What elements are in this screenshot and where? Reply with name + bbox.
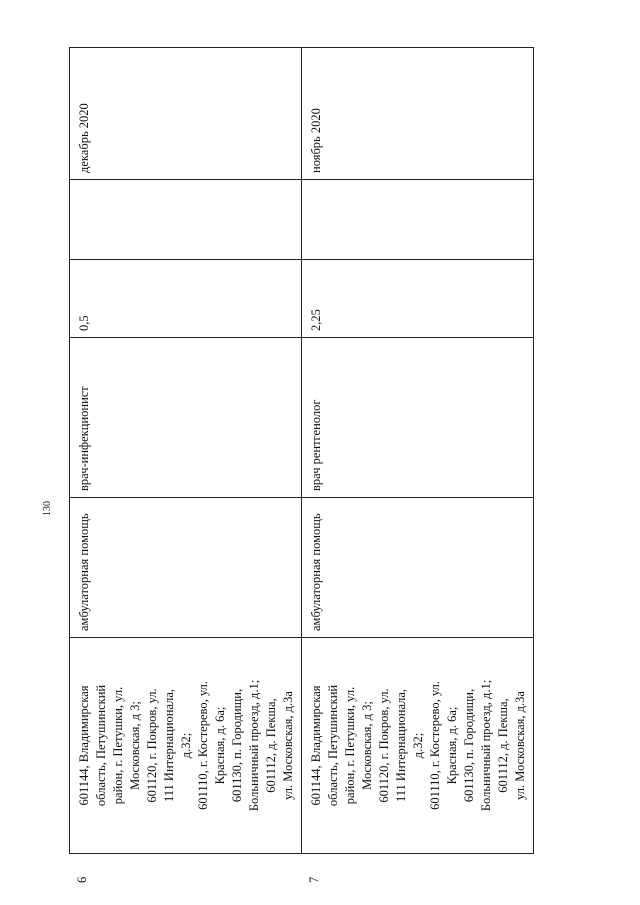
address-line: Больничный проезд, д.1; [247,679,261,812]
table-wrapper [69,48,527,883]
address-line: район, г. Петушки, ул. [343,686,357,805]
rate-cell: 2,25 [302,260,534,338]
address-line: район, г. Петушки, ул. [111,686,125,805]
period-cell: ноябрь 2020 [302,48,534,180]
address-line: 601120, г. Покров, ул. [145,688,159,803]
staffing-table [69,47,534,883]
position-cell: врач рентгенолог [302,338,534,498]
address-line: 601120, г. Покров, ул. [377,688,391,803]
address-line: область, Петушинский [326,684,340,807]
address-line: 601130, п. Городищи, [462,688,476,803]
address-line: Красная, д. 6а; [445,706,459,785]
address-line: д.32; [411,732,425,759]
table-row [70,48,302,854]
address-line: 601110, г. Костерево, ул. [428,681,442,810]
address-line: область, Петушинский [94,684,108,807]
address-line: ул. Московская, д.3а [281,691,295,800]
address-line: 601112, д. Пекша, [496,698,510,793]
empty-cell [70,180,302,260]
table-row [302,48,534,854]
address-line: 601130, п. Городищи, [230,688,244,803]
address-line: 601144, Владимирская [309,685,323,806]
period-cell: декабрь 2020 [70,48,302,180]
address-line: 601112, д. Пекша, [264,698,278,793]
address-line: Московская, д 3; [360,701,374,790]
address-line: д.32; [179,732,193,759]
position-cell: врач-инфекционист [70,338,302,498]
rate-cell: 0,5 [70,260,302,338]
care-type-cell: амбулаторная помощь [70,498,302,638]
address-cell [302,638,534,883]
row-number: 7 [307,876,321,883]
address-line: Красная, д. 6а; [213,706,227,785]
page-number: 130 [42,501,53,516]
address-line: 601144, Владимирская [77,685,91,806]
row-number: 6 [75,876,89,883]
address-line: 601110, г. Костерево, ул. [196,681,210,810]
address-line: 111 Интернационала, [162,688,176,803]
care-type-cell: амбулаторная помощь [302,498,534,638]
address-cell [70,638,302,883]
address-line: Больничный проезд, д.1; [479,679,493,812]
address-line: Московская, д 3; [128,701,142,790]
address-line: ул. Московская, д.3а [513,691,527,800]
empty-cell [302,180,534,260]
address-line: 111 Интернационала, [394,688,408,803]
